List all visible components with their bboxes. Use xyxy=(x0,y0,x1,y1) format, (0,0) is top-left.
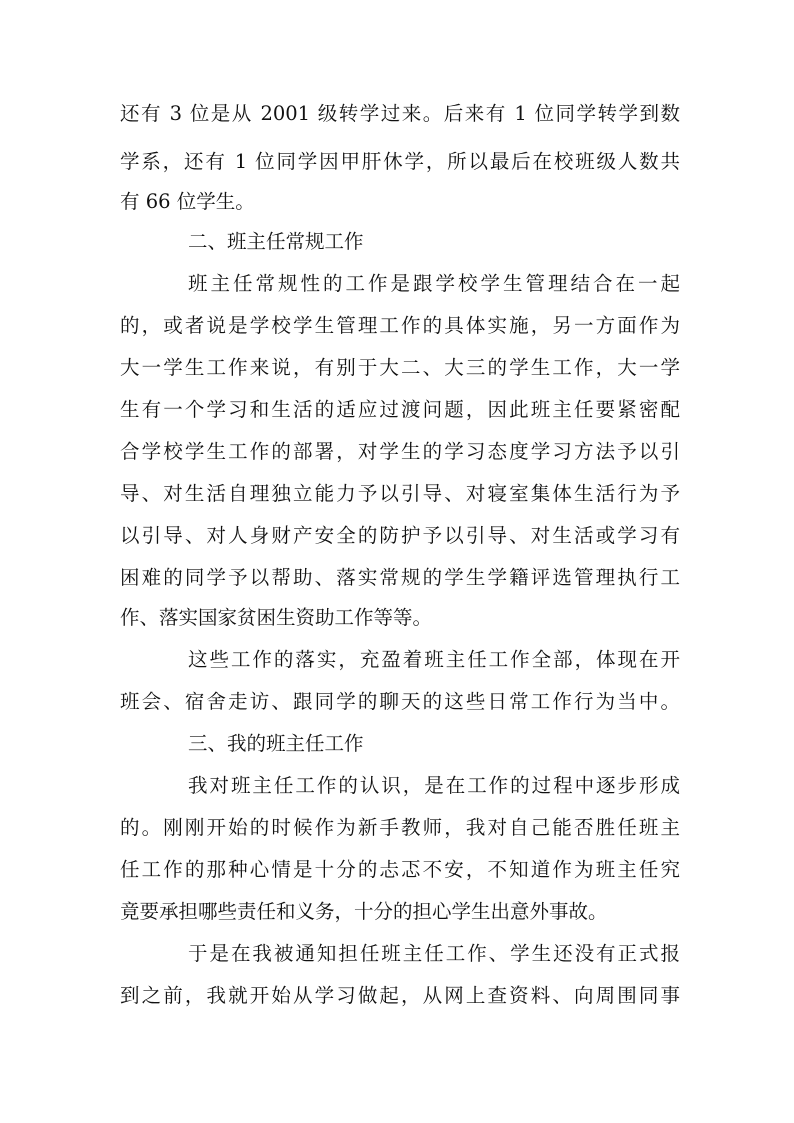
text-line: 作、落实国家贫困生资助工作等等。 xyxy=(120,606,433,629)
text-line: 有 66 位学生。 xyxy=(120,190,255,213)
text-line: 困难的同学予以帮助、落实常规的学生学籍评选管理执行工 xyxy=(120,566,680,589)
text-line: 这些工作的落实，充盈着班主任工作全部，体现在开 xyxy=(188,648,680,671)
text-line: 还有 3 位是从 2001 级转学过来。后来有 1 位同学转学到数 xyxy=(120,102,680,125)
text-line: 我对班主任工作的认识，是在工作的过程中逐步形成 xyxy=(188,774,680,797)
section-heading: 三、我的班主任工作 xyxy=(188,732,364,755)
text-line: 班会、宿舍走访、跟同学的聊天的这些日常工作行为当中。 xyxy=(120,690,680,713)
text-line: 到之前，我就开始从学习做起，从网上查资料、向周围同事 xyxy=(120,984,680,1007)
text-line: 合学校学生工作的部署，对学生的学习态度学习方法予以引 xyxy=(120,440,680,463)
section-heading: 二、班主任常规工作 xyxy=(188,230,364,253)
text-line: 大一学生工作来说，有别于大二、大三的学生工作，大一学 xyxy=(120,356,680,379)
text-line: 学系，还有 1 位同学因甲肝休学，所以最后在校班级人数共 xyxy=(120,150,680,173)
text-line: 班主任常规性的工作是跟学校学生管理结合在一起 xyxy=(188,272,680,295)
text-line: 于是在我被通知担任班主任工作、学生还没有正式报 xyxy=(188,942,680,965)
text-line: 生有一个学习和生活的适应过渡问题，因此班主任要紧密配 xyxy=(120,398,680,421)
text-line: 的。刚刚开始的时候作为新手教师，我对自己能否胜任班主 xyxy=(120,816,680,839)
text-line: 导、对生活自理独立能力予以引导、对寝室集体生活行为予 xyxy=(120,482,680,505)
text-line: 竟要承担哪些责任和义务，十分的担心学生出意外事故。 xyxy=(120,900,608,923)
text-line: 任工作的那种心情是十分的忐忑不安，不知道作为班主任究 xyxy=(120,858,680,881)
text-line: 的，或者说是学校学生管理工作的具体实施，另一方面作为 xyxy=(120,314,680,337)
text-line: 以引导、对人身财产安全的防护予以引导、对生活或学习有 xyxy=(120,524,680,547)
